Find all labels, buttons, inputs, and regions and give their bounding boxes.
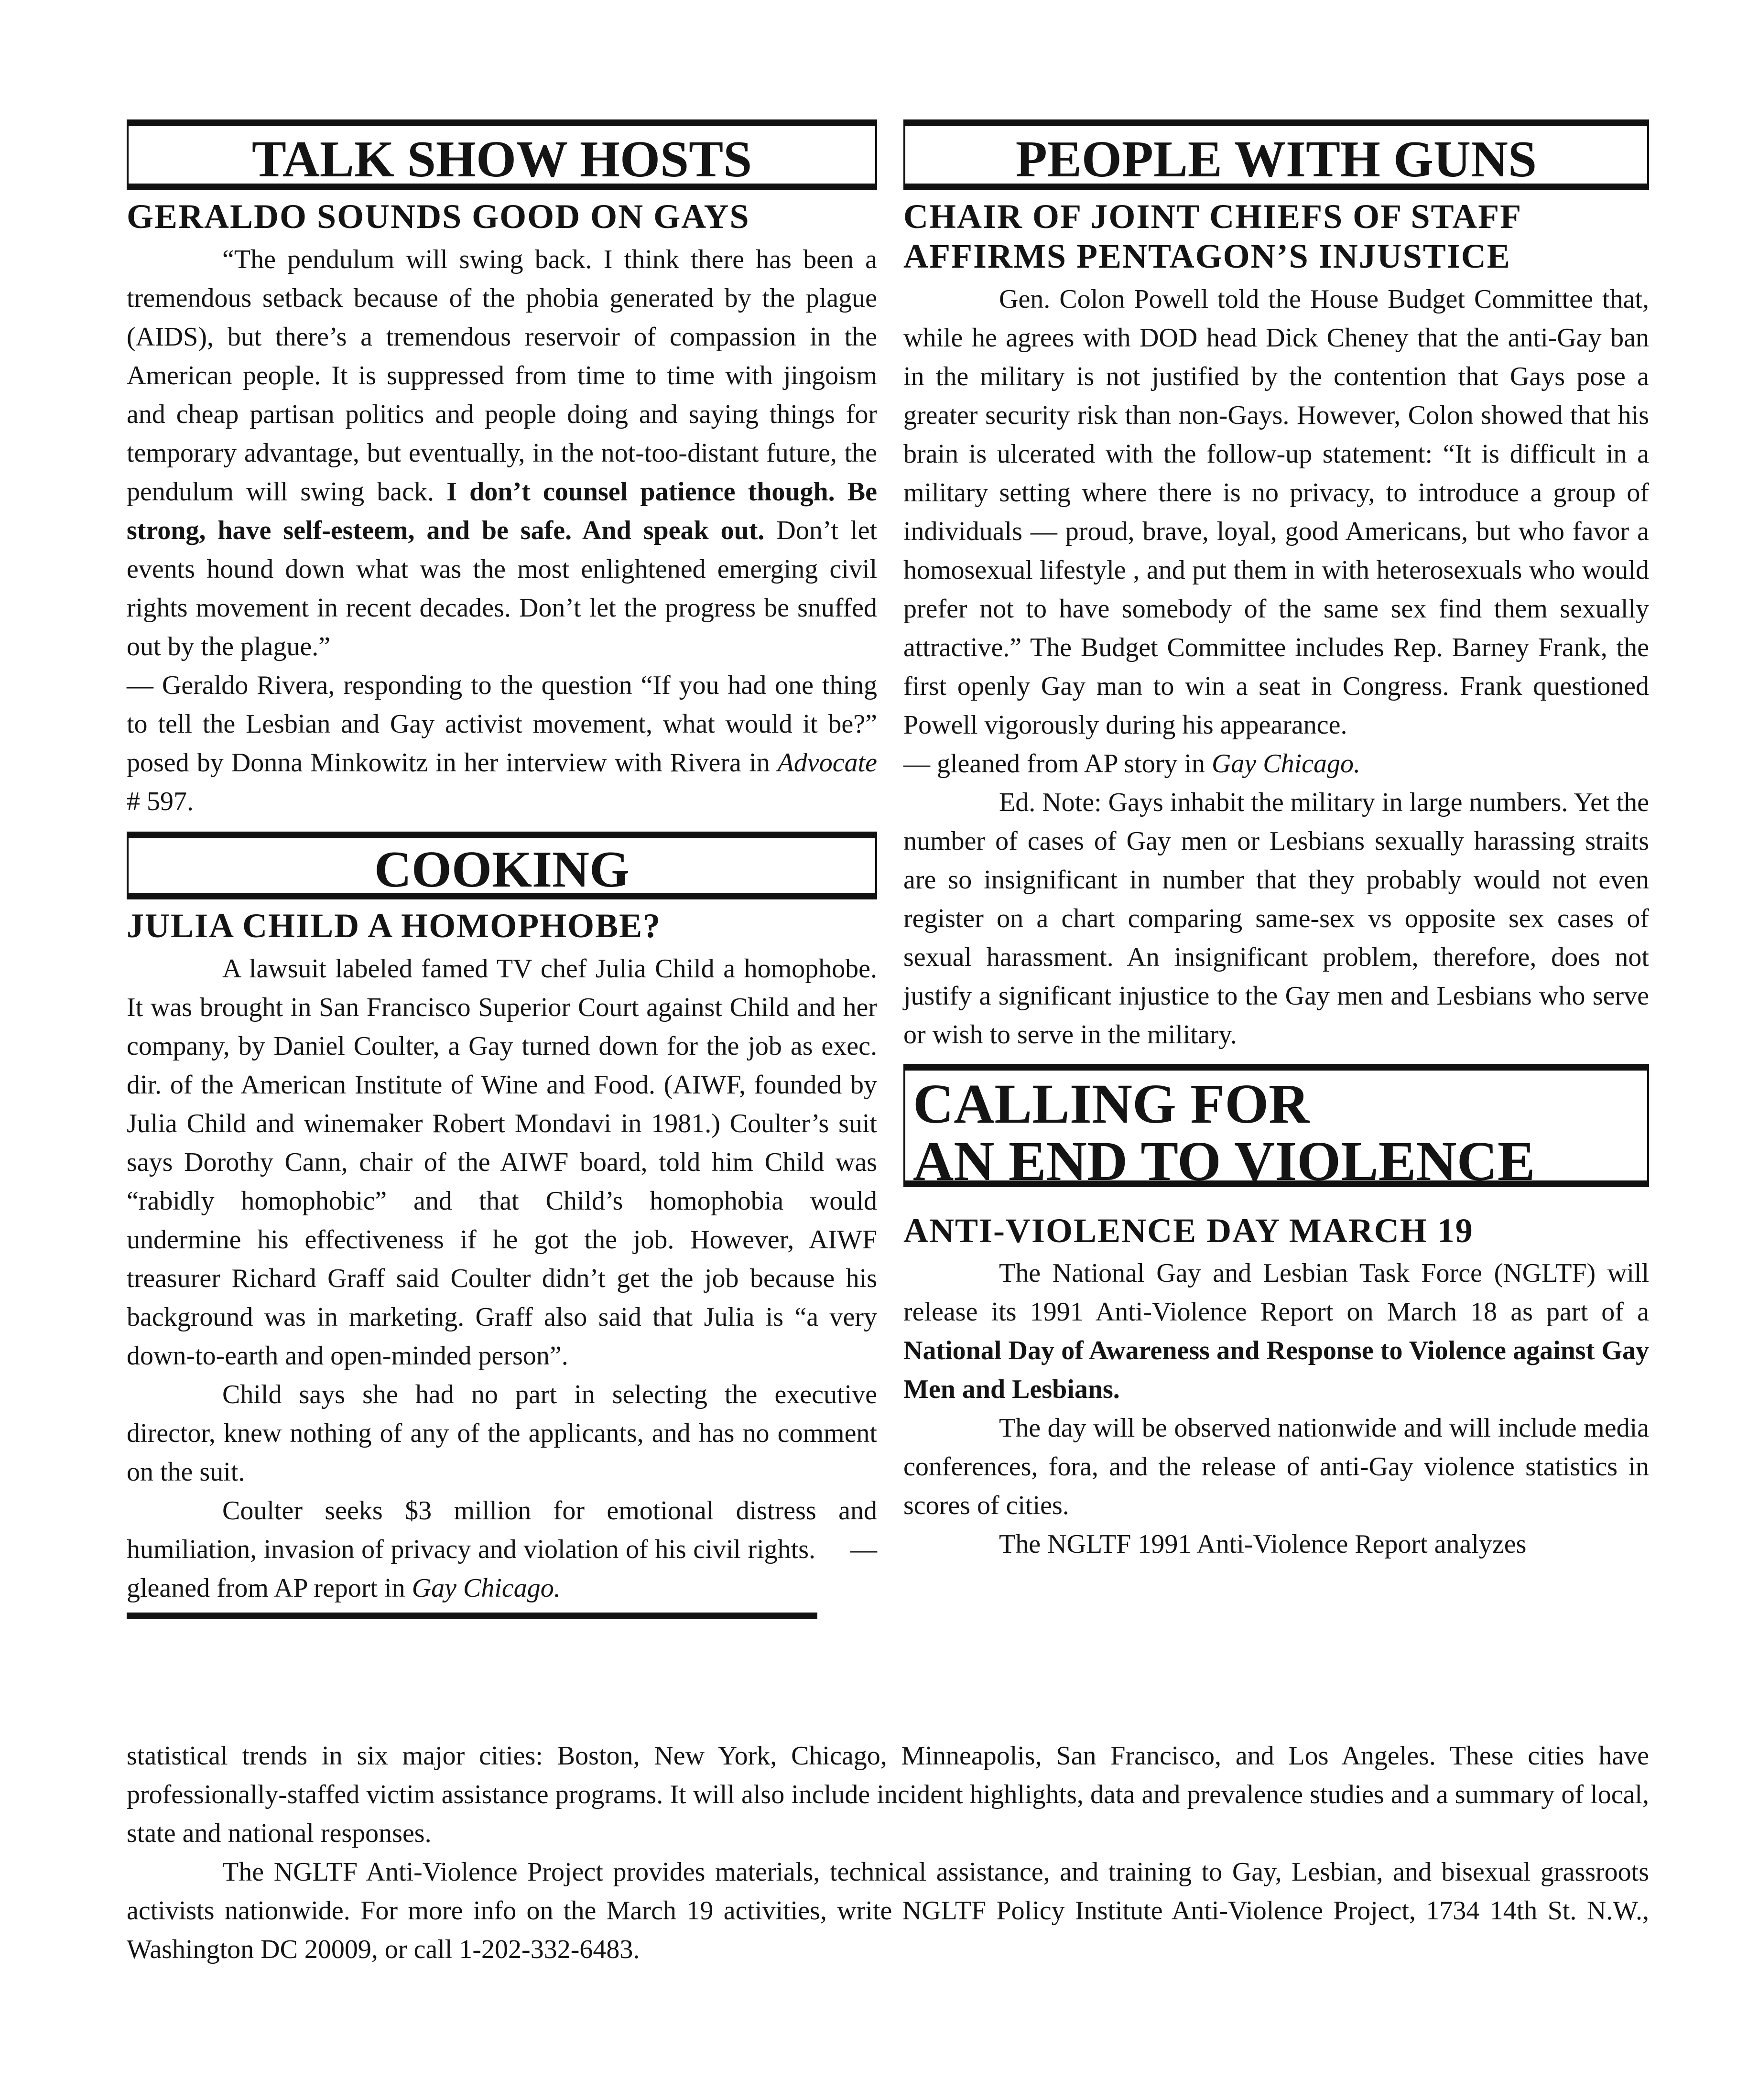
violence-para1-text: The National Gay and Lesbian Task Force (NGLTF) will release its 1991 Anti-Violence Report on March 18 as part of a xyxy=(903,1258,1649,1327)
violence-paragraph-4: The NGLTF Anti-Violence Project provides materials, technical assistance, and training to Gay, Lesbian, and bisexual grassroots activists nationwide. For more info on the March 19 activities, write NGLTF Policy Institute Anti-Violence Project, 1734 14th St. N.W., Washington DC 20009, or call 1-202-332-6483. xyxy=(127,1857,1649,1964)
cooking-section xyxy=(127,832,877,1619)
cooking-source: —gleaned from AP report in xyxy=(127,1534,878,1603)
violence-paragraph-3-continued: statistical trends in six major cities: Boston, New York, Chicago, Minneapolis, San Francisco, and Los Angeles. These cities have professionally-staffed victim assistance programs. It will also include incident highlights, data and prevalence studies and a summary of local, state and national responses. xyxy=(127,1741,1649,1848)
violence-para1-bold: National Day of Awareness and Response to Violence against Gay Men and Lesbians. xyxy=(903,1336,1649,1405)
editor-note: Ed. Note: Gays inhabit the military in large numbers. Yet the number of cases of Gay men or Lesbians sexually harassing straits are so insignificant in number that they probably would not even register on a chart comparing same-sex vs opposite sex cases of sexual harassment. An insignificant problem, therefore, does not justify a significant injustice to the Gay men and Lesbians who serve or wish to serve in the military. xyxy=(903,787,1649,1050)
violence-section xyxy=(903,1064,1649,1564)
publication-name: Advocate xyxy=(777,747,877,778)
headline-julia-child: JULIA CHILD A HOMOPHOBE? xyxy=(127,906,662,945)
guns-section xyxy=(903,119,1649,1054)
guns-paragraph-1: Gen. Colon Powell told the House Budget Committee that, while he agrees with DOD head Dick Cheney that the anti-Gay ban in the military is not justified by the contention that Gays pose a greater security risk than non-Gays. However, Colon showed that his brain is ulcerated with the follow-up statement: “It is difficult in a military setting where there is no privacy, to introduce a group of individuals — proud, brave, loyal, good Americans, but who favor a homosexual lifestyle , and put them in with heterosexuals who would prefer not to have somebody of the same sex find them sexually attractive.” The Budget Committee includes Rep. Barney Frank, the first openly Gay man to win a seat in Congress. Frank questioned Powell vigorously during his appearance. xyxy=(903,284,1649,740)
cooking-paragraph-1: A lawsuit labeled famed TV chef Julia Child a homophobe. It was brought in San Francisco Superior Court against Child and her company, by Daniel Coulter, a Gay turned down for the job as exec. dir. of the American Institute of Wine and Food. (AIWF, founded by Julia Child and winemaker Robert Mondavi in 1981.) Coulter’s suit says Dorothy Cann, chair of the AIWF board, told him Child was “rabidly homophobic” and that Child’s homophobia would undermine his effectiveness if he got the job. However, AIWF treasurer Richard Graff said Coulter didn’t get the job because his background was in marketing. Graff also said that Julia is “a very down-to-earth and open-minded person”. xyxy=(127,953,877,1371)
section-banner-cooking: COOKING xyxy=(127,832,877,899)
section-divider-rule xyxy=(127,1613,817,1619)
violence-paragraph-2: The day will be observed nationwide and will include media conferences, fora, and the release of anti-Gay violence statistics in scores of cities. xyxy=(903,1413,1649,1521)
full-width-continuation xyxy=(127,1737,1649,1969)
geraldo-attribution xyxy=(127,666,877,821)
cooking-para3-text: Coulter seeks $3 million for emotional distress and humiliation, invasion of privacy and violation of his civil rights. xyxy=(127,1495,877,1564)
headline-geraldo: GERALDO SOUNDS GOOD ON GAYS xyxy=(127,197,750,236)
violence-paragraph-1 xyxy=(903,1254,1649,1409)
right-column xyxy=(903,119,1649,1564)
guns-source xyxy=(903,745,1649,783)
cooking-paragraph-3 xyxy=(127,1492,877,1608)
guns-source-pub: Gay Chicago. xyxy=(1211,748,1361,779)
section-banner-talk-show: TALK SHOW HOSTS xyxy=(127,119,877,190)
quote-text-2: Don’t let events hound down what was the most enlightened emerging civil rights movement in recent decades. Don’t let the progress be snuffed out by the plague.” xyxy=(127,515,877,661)
section-banner-violence xyxy=(903,1064,1649,1192)
left-column xyxy=(127,119,877,1619)
talk-show-section xyxy=(127,119,877,821)
headline-joint-chiefs: CHAIR OF JOINT CHIEFS OF STAFF AFFIRMS PENTAGON’S INJUSTICE xyxy=(903,197,1521,275)
headline-anti-violence-day: ANTI-VIOLENCE DAY MARCH 19 xyxy=(903,1211,1474,1250)
quote-bold: I don’t counsel patience though. Be strong, have self-esteem, and be safe. And speak out. xyxy=(127,476,877,545)
issue-number: # 597. xyxy=(127,786,194,816)
banner-line-2: AN END TO VIOLENCE xyxy=(913,1129,1535,1192)
guns-source-text: — gleaned from AP story in xyxy=(903,748,1212,779)
attribution-text: — Geraldo Rivera, responding to the question “If you had one thing to tell the Lesbian and Gay activist movement, what would it be?” posed by Donna Minkowitz in her interview with Rivera in xyxy=(127,670,877,778)
quote-text-1: “The pendulum will swing back. I think there has been a tremendous setback because of the phobia generated by the plague (AIDS), but there’s a tremendous reservoir of compassion in the American people. It is suppressed from time to time with jingoism and cheap partisan politics and people doing and saying things for temporary advantage, but eventually, in the not-too-distant future, the pendulum will swing back. xyxy=(127,244,877,507)
section-banner-guns: PEOPLE WITH GUNS xyxy=(903,119,1649,190)
geraldo-quote xyxy=(127,240,877,666)
violence-paragraph-3-start: The NGLTF 1991 Anti-Violence Report analyzes xyxy=(999,1529,1527,1559)
cooking-paragraph-2: Child says she had no part in selecting the executive director, knew nothing of any of the applicants, and has no comment on the suit. xyxy=(127,1379,877,1487)
cooking-source-pub: Gay Chicago. xyxy=(412,1573,561,1603)
banner-line-1: CALLING FOR xyxy=(913,1072,1310,1135)
